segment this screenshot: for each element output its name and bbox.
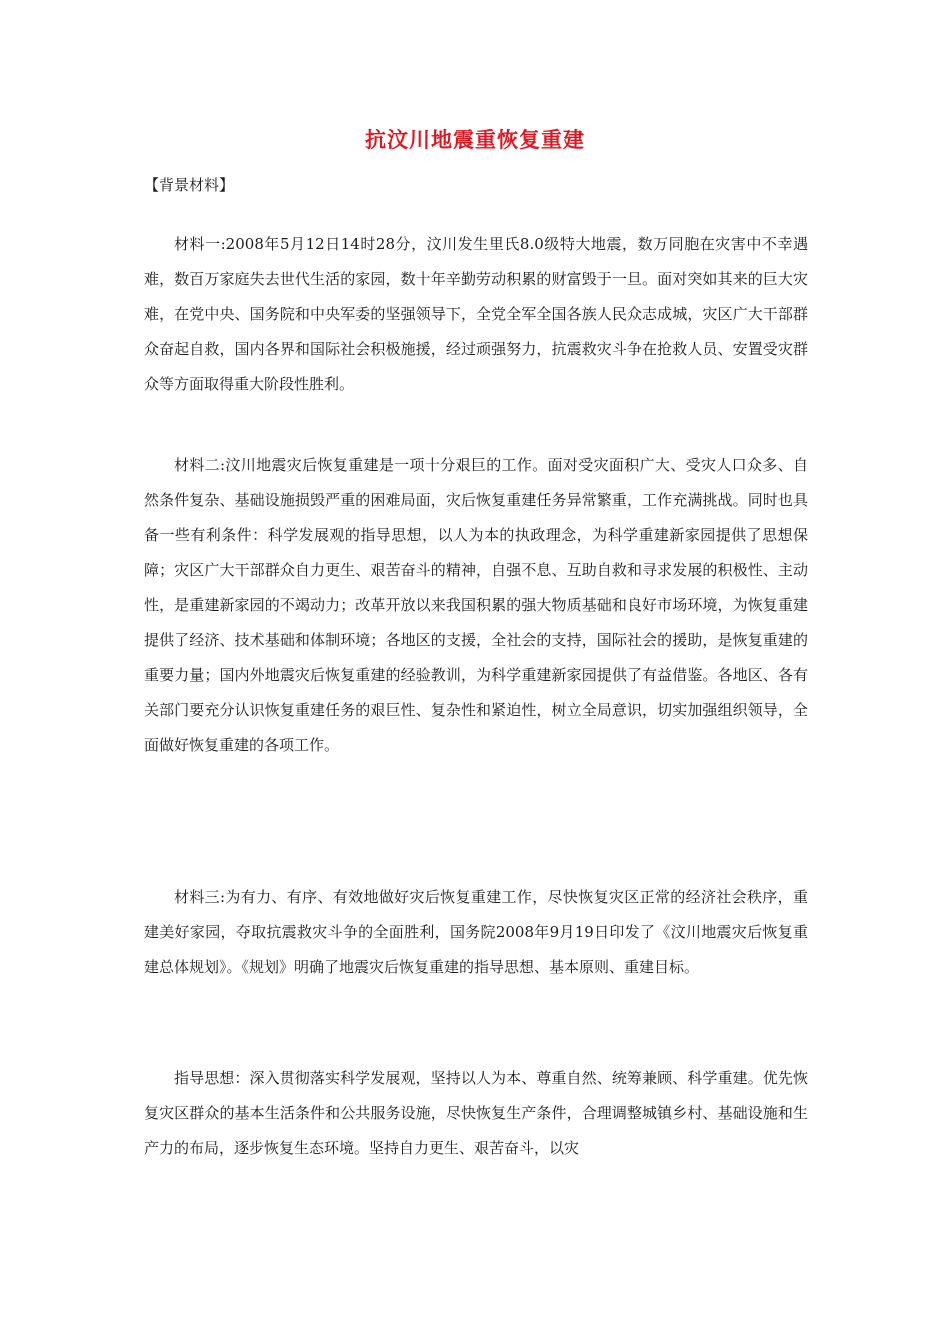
paragraph-material-3: 材料三:为有力、有序、有效地做好灾后恢复重建工作，尽快恢复灾区正常的经济社会秩序，重建美好家园，夺取抗震救灾斗争的全面胜利，国务院2008年9月19日印发了《汶川地震灾后恢复重建总体规划》。《规划》明确了地震灾后恢复重建的指导思想、基本原则、重建目标。 [144, 888, 808, 976]
section-label: 【背景材料】 [144, 176, 235, 194]
paragraph-material-1: 材料一:2008年5月12日14时28分，汶川发生里氏8.0级特大地震，数万同胞在灾害中不幸遇难，数百万家庭失去世代生活的家园，数十年辛勤劳动积累的财富毁于一旦。面对突如其来的巨大灾难，在党中央、国务院和中央军委的坚强领导下，全党全军全国各族人民众志成城，灾区广大干部群众奋起自救，国内各界和国际社会积极施援，经过顽强努力，抗震救灾斗争在抢救人员、安置受灾群众等方面取得重大阶段性胜利。 [144, 235, 808, 393]
paragraph-material-2: 材料二:汶川地震灾后恢复重建是一项十分艰巨的工作。面对受灾面积广大、受灾人口众多、自然条件复杂、基础设施损毁严重的困难局面，灾后恢复重建任务异常繁重，工作充满挑战。同时也具备一些有利条件：科学发展观的指导思想，以人为本的执政理念，为科学重建新家园提供了思想保障；灾区广大干部群众自力更生、艰苦奋斗的精神，自强不息、互助自救和寻求发展的积极性、主动性，是重建新家园的不竭动力；改革开放以来我国积累的强大物质基础和良好市场环境，为恢复重建提供了经济、技术基础和体制环境；各地区的支援，全社会的支持，国际社会的援助，是恢复重建的重要力量；国内外地震灾后恢复重建的经验教训，为科学重建新家园提供了有益借鉴。各地区、各有关部门要充分认识恢复重建任务的艰巨性、复杂性和紧迫性，树立全局意识，切实加强组织领导，全面做好恢复重建的各项工作。 [144, 456, 808, 754]
paragraph-guiding-thought: 指导思想：深入贯彻落实科学发展观，坚持以人为本、尊重自然、统筹兼顾、科学重建。优先恢复灾区群众的基本生活条件和公共服务设施，尽快恢复生产条件，合理调整城镇乡村、基础设施和生产力的布局，逐步恢复生态环境。坚持自力更生、艰苦奋斗，以灾 [144, 1069, 808, 1157]
document-title: 抗汶川地震重恢复重建 [365, 127, 585, 152]
